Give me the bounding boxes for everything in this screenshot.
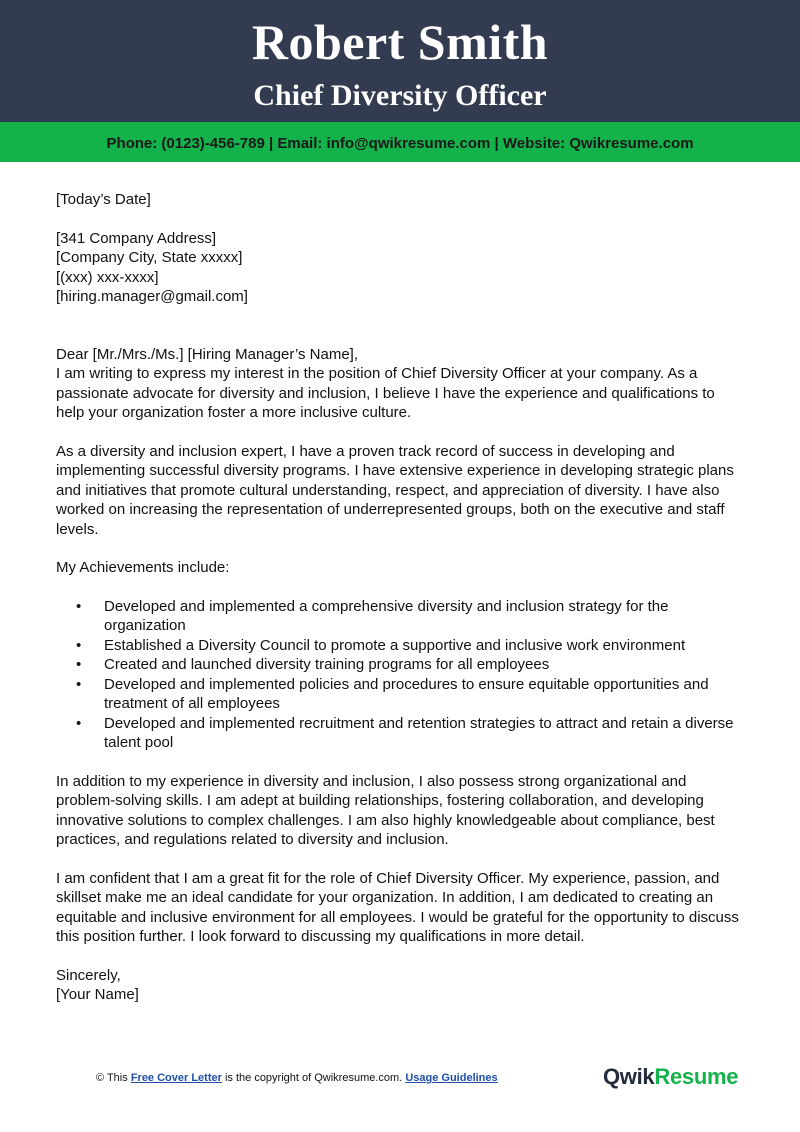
applicant-name: Robert Smith — [251, 14, 549, 70]
qwikresume-logo — [603, 1064, 738, 1090]
date-line: [Today’s Date] — [56, 191, 151, 208]
list-item — [56, 636, 746, 656]
achievement-text: Developed and implemented policies and procedures to ensure equitable opportunities and treatment of all employees — [104, 675, 709, 712]
logo-text-part1: Qwik — [603, 1064, 655, 1089]
bullet-icon: • — [76, 675, 82, 693]
bullet-icon: • — [76, 636, 82, 654]
address-line: [hiring.manager@gmail.com] — [56, 288, 248, 305]
contact-bar: Phone: (0123)-456-789 | Email: info@qwikresume.com | Website: Qwikresume.com — [0, 122, 800, 162]
address-line: [Company City, State xxxxx] — [56, 249, 243, 266]
paragraph: I am confident that I am a great fit for the role of Chief Diversity Officer. My experience, passion, and skillset make me an ideal candidate for your organization. In addition, I am dedicated to creating an equitable and inclusive environment for all employees. I would be grateful for the opportunity to discuss this position further. I look forward to discussing my qualifications in more detail. — [56, 869, 739, 945]
paragraph: In addition to my experience in diversity and inclusion, I also possess strong organizational and problem-solving skills. I am adept at building relationships, fostering collaboration, and developing innovative solutions to complex challenges. I am also highly knowledgeable about compliance, best practices, and regulations related to diversity and inclusion. — [56, 772, 715, 848]
recipient-address — [56, 229, 746, 307]
signature: [Your Name] — [56, 986, 139, 1003]
address-line: [341 Company Address] — [56, 229, 217, 247]
achievement-text: Established a Diversity Council to promote a supportive and inclusive work environment — [104, 636, 686, 654]
header-banner — [0, 0, 800, 122]
usage-guidelines-link[interactable]: Usage Guidelines — [405, 1072, 498, 1084]
free-cover-letter-link[interactable]: Free Cover Letter — [130, 1072, 222, 1084]
list-item — [56, 714, 746, 753]
achievements-list — [56, 597, 746, 753]
closing: Sincerely, — [56, 966, 121, 984]
footer-prefix: © This — [96, 1072, 128, 1084]
logo-text-part2: Resume — [654, 1064, 739, 1089]
address-line: [(xxx) xxx-xxxx] — [56, 268, 159, 286]
bullet-icon: • — [76, 714, 82, 732]
achievement-text: Developed and implemented a comprehensive diversity and inclusion strategy for the organization — [104, 597, 669, 634]
achievements-heading: My Achievements include: — [56, 559, 230, 576]
paragraph: I am writing to express my interest in the position of Chief Diversity Officer at your company. As a passionate advocate for diversity and inclusion, I believe I have the experience and qualifications to help your organization foster a more inclusive culture. — [56, 365, 715, 421]
paragraph: As a diversity and inclusion expert, I have a proven track record of success in developing and implementing successful diversity programs. I have extensive experience in developing strategic plans and initiatives that promote cultural understanding, respect, and appreciation of diversity. I have also worked on increasing the representation of underrepresented groups, both on the executive and staff levels. — [56, 442, 734, 538]
bullet-icon: • — [76, 597, 82, 615]
list-item — [56, 655, 746, 675]
letter-body — [56, 190, 746, 1005]
salutation: Dear [Mr./Mrs./Ms.] [Hiring Manager’s Name], — [56, 345, 359, 363]
achievement-text: Created and launched diversity training programs for all employees — [104, 656, 550, 673]
footer-middle: is the copyright of Qwikresume.com. — [224, 1072, 403, 1084]
footer-copyright — [96, 1072, 498, 1084]
job-title: Chief Diversity Officer — [253, 79, 547, 112]
list-item — [56, 675, 746, 714]
list-item — [56, 597, 746, 636]
bullet-icon: • — [76, 656, 82, 673]
achievement-text: Developed and implemented recruitment and retention strategies to attract and retain a diverse talent pool — [104, 714, 734, 751]
